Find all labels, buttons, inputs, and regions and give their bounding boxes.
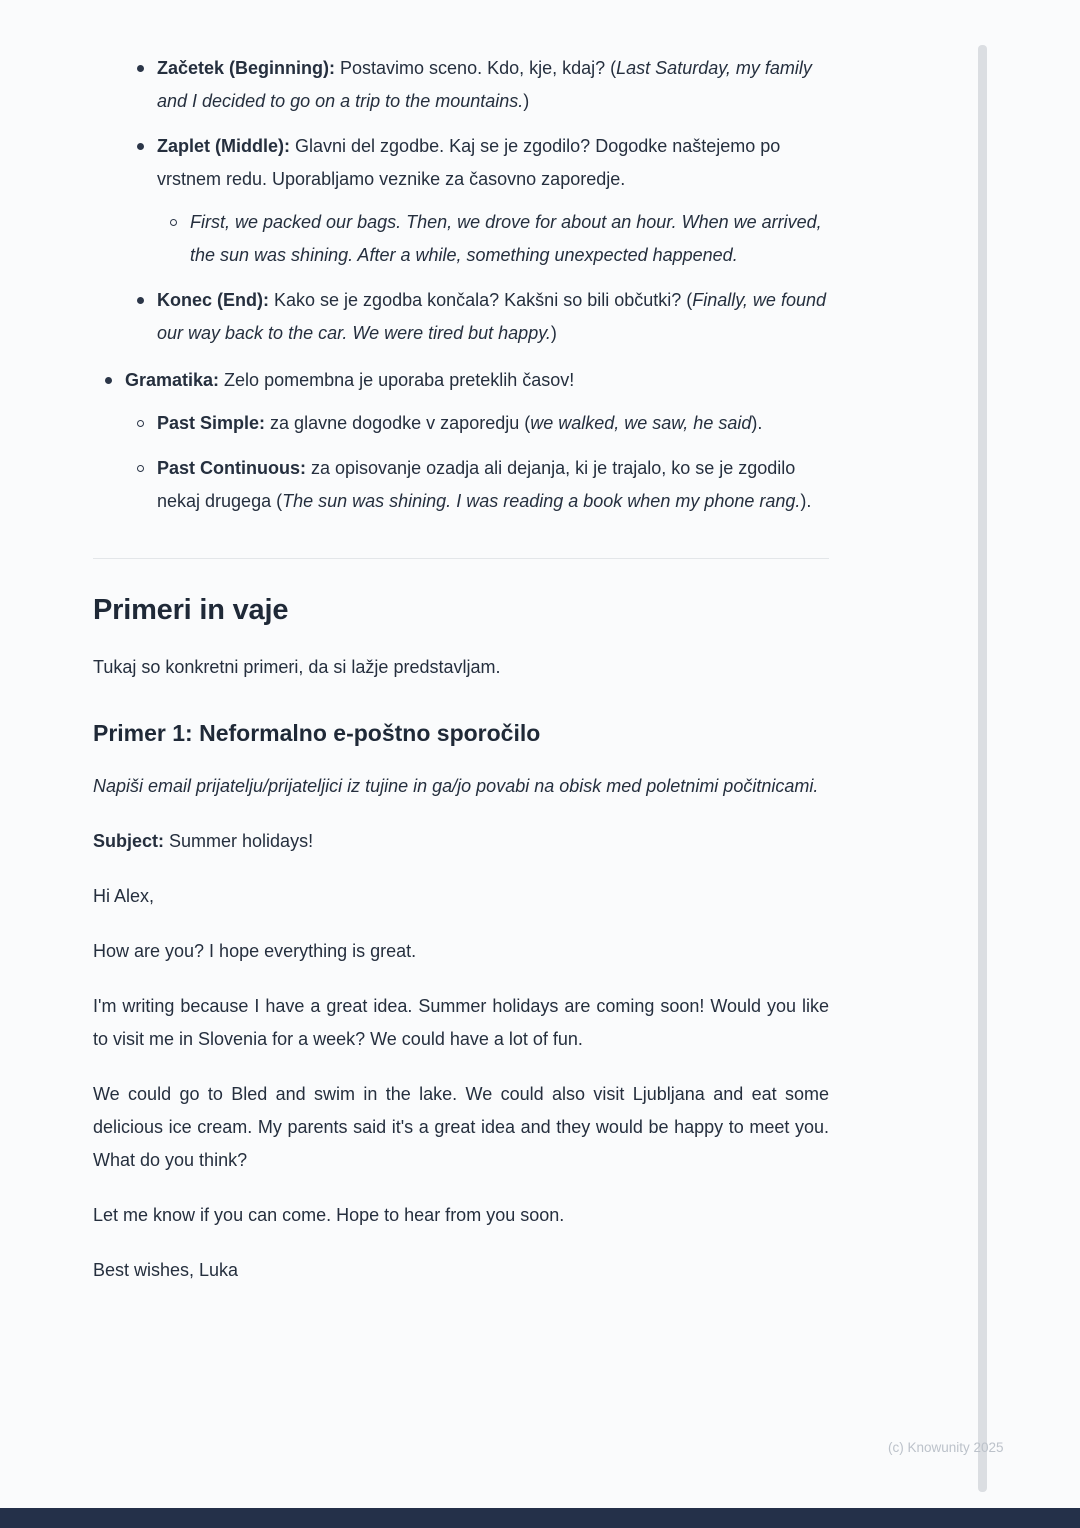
- list-item-text: Past Continuous: za opisovanje ozadja ali dejanja, ki je trajalo, ko se je zgodilo nekaj drugega (The sun was shining. I was reading a book when my phone rang.).: [157, 458, 812, 511]
- list-item-zacetek: [157, 52, 829, 118]
- list-item-text: Gramatika: Zelo pomembna je uporaba preteklih časov!: [125, 370, 575, 390]
- section-heading-primeri-in-vaje: Primeri in vaje: [93, 594, 289, 626]
- subheading-primer-1: Primer 1: Neformalno e-poštno sporočilo: [93, 720, 541, 746]
- list-item-text: Konec (End): Kako se je zgodba končala? Kakšni so bili občutki? (Finally, we found our way back to the car. We were tired but happy.): [157, 290, 826, 343]
- paragraph-email-closing: Let me know if you can come. Hope to hear from you soon.: [93, 1205, 565, 1225]
- paragraph-email-greeting: Hi Alex,: [93, 886, 155, 906]
- list-item-konec: [157, 284, 829, 350]
- list-item-text: First, we packed our bags. Then, we drove for about an hour. When we arrived, the sun was shining. After a while, something unexpected happened.: [190, 212, 822, 265]
- gramatika-list: [93, 364, 829, 518]
- paragraph-email-body-1: I'm writing because I have a great idea. Summer holidays are coming soon! Would you like to visit me in Slovenia for a week? We could have a lot of fun.: [93, 996, 829, 1049]
- paragraph-email-signature: Best wishes, Luka: [93, 1260, 239, 1280]
- list-item-zaplet-example: [190, 206, 829, 272]
- list-item-text: Začetek (Beginning): Postavimo sceno. Kdo, kje, kdaj? (Last Saturday, my family and I decided to go on a trip to the mountains.): [157, 58, 812, 111]
- watermark: (c) Knowunity 2025: [888, 1440, 1004, 1455]
- tenses-list: [125, 407, 829, 518]
- section-divider: [93, 558, 829, 559]
- paragraph-task-instruction: Napiši email prijatelju/prijateljici iz tujine in ga/jo povabi na obisk med poletnimi počitnicami.: [93, 776, 819, 796]
- document-content: [93, 52, 829, 1287]
- list-item-text: Zaplet (Middle): Glavni del zgodbe. Kaj se je zgodilo? Dogodke naštejemo po vrstnem redu. Uporabljamo veznike za časovno zaporedje.: [157, 136, 781, 189]
- list-item-past-simple: [157, 407, 829, 440]
- scrollbar[interactable]: [978, 45, 987, 1492]
- story-structure-list: [93, 52, 829, 350]
- footer-bar: [0, 1508, 1080, 1528]
- list-item-text: Past Simple: za glavne dogodke v zaporedju (we walked, we saw, he said).: [157, 413, 763, 433]
- list-item-gramatika: [125, 364, 829, 518]
- paragraph-intro: Tukaj so konkretni primeri, da si lažje predstavljam.: [93, 657, 501, 677]
- list-item-past-continuous: [157, 452, 829, 518]
- zaplet-example-list: [157, 206, 829, 272]
- paragraph-email-subject: Subject: Summer holidays!: [93, 831, 314, 851]
- list-item-zaplet: [157, 130, 829, 272]
- paragraph-email-opening: How are you? I hope everything is great.: [93, 941, 417, 961]
- paragraph-email-body-2: We could go to Bled and swim in the lake. We could also visit Ljubljana and eat some delicious ice cream. My parents said it's a great idea and they would be happy to meet you. What do you think?: [93, 1084, 829, 1170]
